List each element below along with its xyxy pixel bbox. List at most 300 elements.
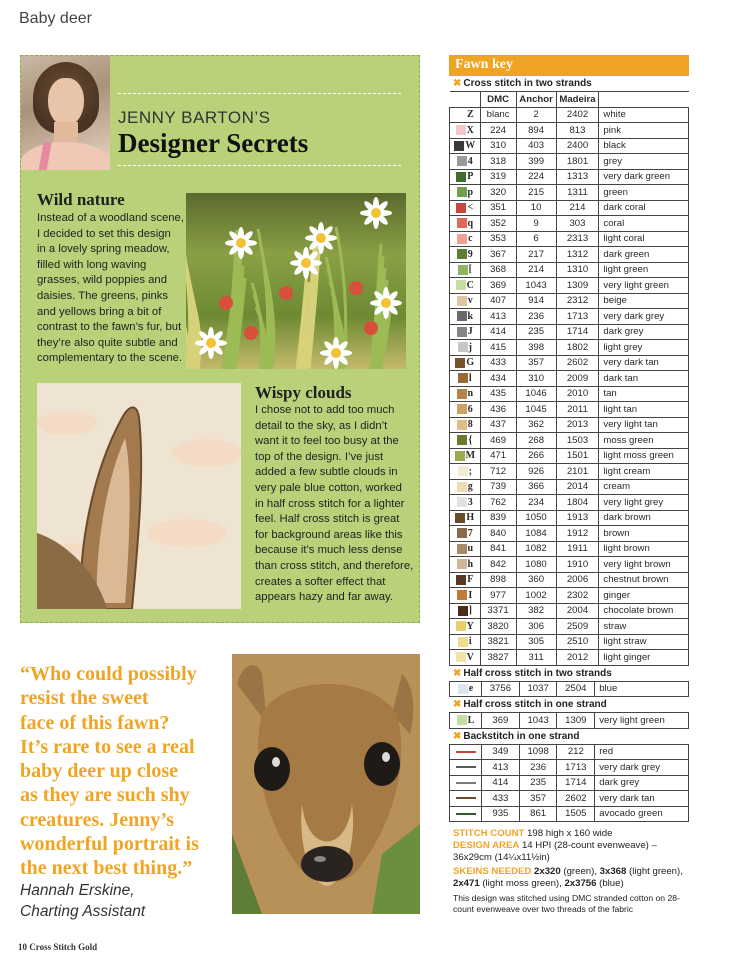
anchor-code: 217 [516,247,556,263]
fawn-key [449,55,689,822]
colour-name: green [599,185,689,201]
symbol-swatch: g [450,479,481,495]
symbol-swatch: u [450,541,481,557]
key-row [450,681,689,697]
text-line: Instead of a woodland scene, [37,212,184,224]
text-line: daisies. The greens, pinks [37,289,169,302]
anchor-code: 305 [516,634,556,650]
symbol-swatch: ] [450,603,481,619]
dmc-code: 413 [482,760,520,776]
dmc-code: 469 [480,433,516,449]
anchor-code: 1082 [516,541,556,557]
anchor-code: 215 [516,185,556,201]
colour-name: ginger [599,588,689,604]
fawn-face-stitch-photo [232,654,420,914]
anchor-code: 399 [516,154,556,170]
dmc-code: 353 [480,231,516,247]
divider [118,165,401,166]
key-section-half2: ✖ Half cross stitch in two strands [453,667,612,679]
dmc-code: 435 [480,386,516,402]
stitch-count: STITCH COUNT 198 high x 160 wide [453,828,613,839]
colour-name: tan [599,386,689,402]
dmc-code: 413 [480,309,516,325]
dmc-code: 898 [480,572,516,588]
dmc-code: 369 [482,713,520,729]
key-row [450,231,689,247]
colour-name: very dark tan [595,791,689,807]
quote-attribution [20,880,145,922]
symbol-swatch: q [450,216,481,232]
anchor-code: 1050 [516,510,556,526]
anchor-code: 10 [516,200,556,216]
dmc-code: 840 [480,526,516,542]
key-row [450,324,689,340]
madeira-code: 1714 [556,324,599,340]
text-line: in half cross stitch for a lighter [255,497,405,510]
colour-name: light tan [599,402,689,418]
colour-name: chocolate brown [599,603,689,619]
key-row [450,744,689,760]
skein-code: 3x368 [599,866,627,877]
symbol-swatch: M [450,448,481,464]
colour-name: avocado green [595,806,689,822]
text-line: and yellows bring a bit of [37,305,162,318]
symbol-swatch: H [450,510,481,526]
dmc-code: 437 [480,417,516,433]
madeira-code: 1912 [556,526,599,542]
dmc-code: 762 [480,495,516,511]
half-cross-two-table [449,681,689,698]
colour-name: light grey [599,340,689,356]
designer-heading: Designer Secrets [118,128,309,158]
colour-name: very light tan [599,417,689,433]
quote-line: the next best thing.” [20,857,193,880]
madeira-code: 2509 [556,619,599,635]
madeira-code: 813 [556,123,599,139]
key-row [450,588,689,604]
anchor-code: 310 [516,371,556,387]
colour-name: cream [599,479,689,495]
dmc-code: 415 [480,340,516,356]
key-row [450,634,689,650]
footnote: This design was stitched using DMC stranded cotton on 28-count evenweave over two threads of the fabric [453,893,680,914]
madeira-code: 2400 [556,138,599,154]
dmc-code: 739 [480,479,516,495]
symbol-swatch: e [450,681,482,697]
dmc-code: 433 [480,355,516,371]
madeira-code: 2312 [556,293,599,309]
colour-name: dark tan [599,371,689,387]
colour-name: dark green [599,247,689,263]
wild-nature-title: Wild nature [37,190,125,209]
madeira-code: 2402 [556,107,599,123]
colour-name: very dark grey [595,760,689,776]
symbol-swatch: Z [450,107,481,123]
skeins-needed: SKEINS NEEDED 2x320 (green), 3x368 (light green), 2x471 (light moss green), 2x3756 (blue) [453,866,683,889]
colour-name: light coral [599,231,689,247]
colour-name: very light brown [599,557,689,573]
key-row [450,185,689,201]
quote-line: creatures. Jenny’s [20,808,175,831]
quote-line: face of this fawn? [20,711,170,734]
colour-name: light brown [599,541,689,557]
wild-nature-text [37,211,187,367]
dmc-code: 368 [480,262,516,278]
anchor-code: 6 [516,231,556,247]
key-row [450,371,689,387]
cross-stitch-table [449,91,689,666]
anchor-code: 1046 [516,386,556,402]
dmc-code: 224 [480,123,516,139]
colour-name: straw [599,619,689,635]
anchor-code: 1043 [519,713,557,729]
madeira-code: 2009 [556,371,599,387]
symbol-swatch: ; [450,464,481,480]
key-row [450,309,689,325]
symbol-swatch: [ [450,262,481,278]
symbol-swatch: Y [450,619,481,635]
quote-line: as they are such shy [20,784,190,807]
key-row [450,557,689,573]
anchor-code: 2 [516,107,556,123]
dmc-code: 407 [480,293,516,309]
key-row [450,293,689,309]
anchor-code: 235 [516,324,556,340]
colour-name: white [599,107,689,123]
anchor-code: 1084 [516,526,556,542]
anchor-code: 236 [519,760,557,776]
anchor-code: 234 [516,495,556,511]
text-line: filled with long waving [37,258,147,271]
quote-line: resist the sweet [20,687,149,710]
colour-name: very dark tan [599,355,689,371]
key-row [450,479,689,495]
colour-name: light ginger [599,650,689,666]
key-row [450,169,689,185]
col-dmc: DMC [480,92,516,108]
symbol-swatch: h [450,557,481,573]
design-area: DESIGN AREA 14 HPI (28-count evenweave) – 36x29cm (14¼x11½in) [453,840,657,863]
madeira-code: 1801 [556,154,599,170]
colour-name: blue [595,681,689,697]
madeira-code: 2011 [556,402,599,418]
anchor-code: 1098 [519,744,557,760]
dmc-code: 842 [480,557,516,573]
madeira-code: 1505 [557,806,595,822]
madeira-code: 1312 [556,247,599,263]
key-row [450,495,689,511]
colour-name: light moss green [599,448,689,464]
madeira-code: 1713 [556,309,599,325]
anchor-code: 9 [516,216,556,232]
col-anchor: Anchor [516,92,556,108]
madeira-code: 1713 [557,760,595,776]
text-line: they’re also quite subtle and [37,336,178,349]
key-row [450,278,689,294]
key-row [450,247,689,263]
quote-line: It’s rare to see a real [20,735,195,758]
text-line: detail to the sky, as I didn’t [255,419,388,432]
key-row [450,760,689,776]
text-line: top of the design. I’ve just [255,450,384,463]
text-line: very pale blue cotton, worked [255,481,402,494]
symbol-swatch: 6 [450,402,481,418]
dmc-code: 977 [480,588,516,604]
dmc-code: 414 [482,775,520,791]
designer-name: JENNY BARTON’S [118,108,271,127]
key-row [450,200,689,216]
madeira-code: 2013 [556,417,599,433]
dmc-code: 3827 [480,650,516,666]
symbol-swatch: V [450,650,481,666]
dmc-code: 433 [482,791,520,807]
dmc-code: blanc [480,107,516,123]
dmc-code: 3371 [480,603,516,619]
anchor-code: 926 [516,464,556,480]
madeira-code: 1802 [556,340,599,356]
anchor-code: 224 [516,169,556,185]
madeira-code: 1913 [556,510,599,526]
key-row [450,123,689,139]
divider [118,93,401,94]
symbol-swatch: < [450,200,481,216]
backstitch-swatch [450,775,482,791]
key-row [450,340,689,356]
symbol-swatch: j [450,340,481,356]
text-line: feel. Half cross stitch is great [255,513,400,526]
text-line: I chose not to add too much [255,404,395,416]
anchor-code: 382 [516,603,556,619]
colour-name: beige [599,293,689,309]
key-row [450,775,689,791]
quote-line: wonderful portrait is [20,833,199,856]
madeira-code: 2313 [556,231,599,247]
madeira-code: 2014 [556,479,599,495]
madeira-code: 214 [556,200,599,216]
key-row [450,154,689,170]
dmc-code: 369 [480,278,516,294]
dmc-code: 841 [480,541,516,557]
key-row [450,526,689,542]
backstitch-table [449,744,689,823]
colour-name: dark grey [595,775,689,791]
symbol-swatch: 4 [450,154,481,170]
key-section-half1: ✖ Half cross stitch in one strand [453,699,607,710]
key-row [450,138,689,154]
text-line: I decided to set this design [37,227,171,240]
dmc-code: 839 [480,510,516,526]
colour-name: very light grey [599,495,689,511]
anchor-code: 914 [516,293,556,309]
colour-name: dark brown [599,510,689,526]
madeira-code: 2302 [556,588,599,604]
key-row [450,510,689,526]
wispy-clouds-title: Wispy clouds [255,383,352,402]
page-footer: 10 Cross Stitch Gold [18,942,98,952]
madeira-code: 2510 [556,634,599,650]
quote-author: Hannah Erskine, [20,882,135,899]
madeira-code: 1910 [556,557,599,573]
quote-line: baby deer up close [20,760,178,783]
backstitch-swatch [450,760,482,776]
symbol-swatch: 7 [450,526,481,542]
madeira-code: 1911 [556,541,599,557]
colour-name: moss green [599,433,689,449]
meadow-stitch-photo [186,193,406,369]
colour-name: chestnut brown [599,572,689,588]
key-row [450,107,689,123]
text-line: appears hazy and far away. [255,591,393,604]
anchor-code: 268 [516,433,556,449]
dmc-code: 935 [482,806,520,822]
dmc-code: 352 [480,216,516,232]
symbol-swatch: n [450,386,481,402]
page-header: Baby deer [19,10,92,27]
anchor-code: 1043 [516,278,556,294]
symbol-swatch: c [450,231,481,247]
backstitch-swatch [450,744,482,760]
key-row [450,417,689,433]
skein-code: 2x3756 [564,878,597,889]
colour-name: dark coral [599,200,689,216]
dmc-code: 434 [480,371,516,387]
symbol-swatch: J [450,324,481,340]
key-row [450,619,689,635]
symbol-swatch: 9 [450,247,481,263]
colour-name: grey [599,154,689,170]
dmc-code: 319 [480,169,516,185]
text-line: because it’s much less dense [255,544,403,557]
madeira-code: 2004 [556,603,599,619]
dmc-code: 3820 [480,619,516,635]
madeira-code: 1313 [556,169,599,185]
madeira-code: 2012 [556,650,599,666]
symbol-swatch: i [450,634,481,650]
symbol-swatch: F [450,572,481,588]
key-row [450,448,689,464]
dmc-code: 3756 [482,681,520,697]
symbol-swatch: 8 [450,417,481,433]
symbol-swatch: W [450,138,481,154]
col-madeira: Madeira [556,92,599,108]
symbol-swatch: p [450,185,481,201]
dmc-code: 414 [480,324,516,340]
madeira-code: 2504 [557,681,595,697]
text-line: complementary to the scene. [37,352,183,365]
key-section-cross: ✖ Cross stitch in two strands [453,78,592,89]
key-row [450,806,689,822]
text-line: creates a softer effect that [255,575,386,588]
anchor-code: 357 [516,355,556,371]
text-line: added a few subtle clouds in [255,466,398,479]
backstitch-swatch [450,791,482,807]
madeira-code: 1804 [556,495,599,511]
symbol-swatch: { [450,433,481,449]
symbol-swatch: v [450,293,481,309]
anchor-code: 398 [516,340,556,356]
text-line: contrast to the fawn’s fur, but [37,321,182,334]
madeira-code: 2010 [556,386,599,402]
dmc-code: 712 [480,464,516,480]
colour-name: very dark grey [599,309,689,325]
skein-code: 2x320 [534,866,561,877]
symbol-swatch: X [450,123,481,139]
key-row [450,262,689,278]
symbol-swatch: l [450,371,481,387]
anchor-code: 236 [516,309,556,325]
key-row [450,603,689,619]
anchor-code: 362 [516,417,556,433]
key-row [450,464,689,480]
key-row [450,216,689,232]
pattern-notes [453,828,693,914]
quote-role: Charting Assistant [20,903,146,920]
colour-name: very light green [599,278,689,294]
colour-name: red [595,744,689,760]
key-row [450,402,689,418]
key-row [450,541,689,557]
madeira-code: 212 [557,744,595,760]
anchor-code: 861 [519,806,557,822]
half-cross-one-table [449,712,689,729]
pull-quote [20,662,230,881]
key-row [450,572,689,588]
anchor-code: 214 [516,262,556,278]
skein-code: 2x471 [453,878,480,889]
designer-portrait [21,56,110,170]
madeira-code: 1311 [556,185,599,201]
key-row [450,791,689,807]
dmc-code: 436 [480,402,516,418]
backstitch-swatch [450,806,482,822]
anchor-code: 266 [516,448,556,464]
colour-name: very dark green [599,169,689,185]
text-line: want it to feel too busy at the [255,435,399,448]
madeira-code: 1309 [556,278,599,294]
dmc-code: 320 [480,185,516,201]
colour-name: light green [599,262,689,278]
anchor-code: 894 [516,123,556,139]
colour-name: black [599,138,689,154]
anchor-code: 1045 [516,402,556,418]
dmc-code: 310 [480,138,516,154]
madeira-code: 1501 [556,448,599,464]
text-line: grasses, wild poppies and [37,274,167,287]
symbol-swatch: L [450,713,482,729]
dmc-code: 349 [482,744,520,760]
anchor-code: 357 [519,791,557,807]
wispy-clouds-text [255,403,415,606]
text-line: in a lovely spring meadow, [37,243,170,256]
madeira-code: 1503 [556,433,599,449]
anchor-code: 1080 [516,557,556,573]
colour-name: brown [599,526,689,542]
anchor-code: 1037 [519,681,557,697]
madeira-code: 1309 [557,713,595,729]
colour-name: light cream [599,464,689,480]
key-section-back: ✖ Backstitch in one strand [453,730,580,742]
madeira-code: 303 [556,216,599,232]
anchor-code: 1002 [516,588,556,604]
madeira-code: 2101 [556,464,599,480]
key-row [450,355,689,371]
dmc-code: 3821 [480,634,516,650]
colour-name: coral [599,216,689,232]
text-line: for background areas like this [255,528,403,541]
madeira-code: 1714 [557,775,595,791]
anchor-code: 235 [519,775,557,791]
anchor-code: 306 [516,619,556,635]
